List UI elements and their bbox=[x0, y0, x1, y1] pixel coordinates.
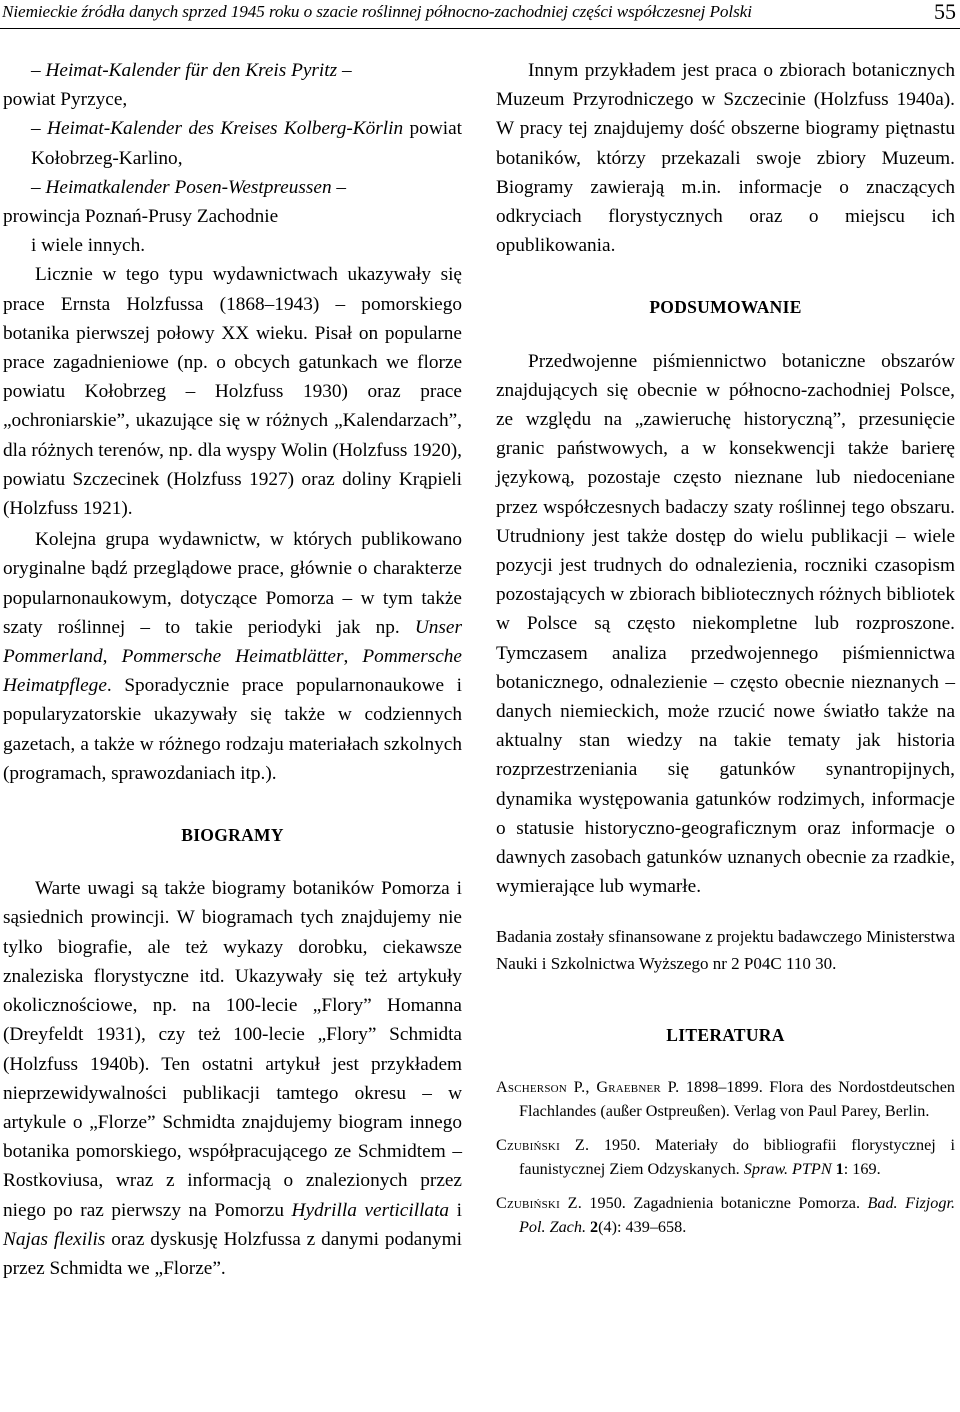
calendar-title: Heimat-Kalender des Kreises Kolberg-Körlin bbox=[47, 118, 404, 140]
calendar-title: Heimatkalender Posen-Westpreussen bbox=[45, 176, 332, 198]
reference-item: Czubiński Z. 1950. Materiały do bibliografii florystycznej i faunistycznej Ziem Odzyskanych. Spraw. PTPN 1: 169. bbox=[496, 1135, 955, 1178]
running-header bbox=[0, 0, 960, 29]
right-column bbox=[496, 56, 955, 1239]
list-item-region: powiat Kołobrzeg-Karlino, bbox=[31, 118, 463, 169]
list-item-region: prowincja Poznań-Prusy Zachodnie bbox=[3, 206, 279, 228]
list-item: – Heimat-Kalender des Kreises Kolberg-Körlin powiat Kołobrzeg-Karlino, bbox=[31, 118, 463, 169]
section-heading-literatura: LITERATURA bbox=[666, 1025, 785, 1046]
calendar-title: Heimat-Kalender für den Kreis Pyritz bbox=[45, 60, 338, 81]
paragraph: Warte uwagi są także biogramy botaników Pomorza i sąsiednich prowincji. W biogramach tych znajdujemy nie tylko biografie, ale też wykazy dorobku, ciekawsze znaleziska florystyczne itd. Ukazywały się też artykuły okolicznościowe, np. na 100-lecie „Flory” Homanna (Dreyfeldt 1931), czy też 100-lecie „Flory” Schmidta (Holzfuss 1940b). Ten ostatni artykuł jest przykładem nieprzewidywalności publikacji tamtego okresu – w artykule o „Florze” Schmidta znajdujemy biogram innego botanika pomorskiego, współpracującego ze Schmidtem – Rostkoviusa, wraz z informacją o znalezionych przez niego po raz pierwszy na Pomorzu Hydrilla verticillata i Najas flexilis oraz dyskusję Holzfussa z danymi podanymi przez Schmidta we „Florze”. bbox=[3, 878, 462, 1279]
section-heading-podsumowanie: PODSUMOWANIE bbox=[649, 297, 802, 318]
reference-item: Ascherson P., Graebner P. 1898–1899. Flora des Nordostdeutschen Flachlandes (außer Ostpreußen). Verlag von Paul Parey, Berlin. bbox=[496, 1077, 956, 1120]
paragraph: Przedwojenne piśmiennictwo botaniczne obszarów znajdujących się obecnie w północno-zachodniej Polsce, ze względu na „zawieruchę historyczną”, przesunięcie granic państwowych, a w konsekwencji także barierę językową, pozostaje często nieznane lub niedoceniane przez współczesnych badaczy szaty roślinnej tego obszaru. Utrudniony jest także dostęp do wielu publikacji – wiele pozycji jest trudnych do odnalezienia, roczniki czasopism pozostających w zbiorach bibliotecznych różnych bibliotek w Polsce są często niekompletne lub rozproszone. Tymczasem analiza przedwojennego piśmiennictwa botanicznego, odnalezienie – często obecnie nieznanych – danych niemieckich, może rzucić nowe światło także na aktualny stan wiedzy na takie tematy jak historia rozprzestrzeniania się gatunków synantropijnych, dynamika występowania gatunków rodzimych, informacje o statusie historyczno-geograficznym oraz informacje o dawnych zasobach gatunków uznanych obecnie za rzadkie, wymierające lub wymarłe. bbox=[496, 350, 955, 898]
page-number: 55 bbox=[934, 0, 956, 24]
list-item: – Heimat-Kalender für den Kreis Pyritz – bbox=[31, 60, 352, 81]
section-heading-biogramy: BIOGRAMY bbox=[181, 825, 284, 846]
paragraph: Innym przykładem jest praca o zbiorach botanicznych Muzeum Przyrodniczego w Szczecinie (Holzfuss 1940a). W pracy tej znajdujemy dość obszerne biogramy piętnastu botaników, którzy przekazali swoje zbiory Muzeum. Biogramy zawierają m.in. informacje o znaczących odkryciach florystycznych oraz o miejscu ich opublikowania. bbox=[496, 60, 955, 257]
list-end: i wiele innych. bbox=[31, 235, 146, 257]
list-item-region: powiat Pyrzyce, bbox=[3, 89, 128, 111]
reference-item: Czubiński Z. 1950. Zagadnienia botaniczne Pomorza. Bad. Fizjogr. Pol. Zach. 2(4): 439–658. bbox=[496, 1193, 955, 1236]
running-title: Niemieckie źródła danych sprzed 1945 roku o szacie roślinnej północno-zachodniej części współczesnej Polski bbox=[2, 2, 752, 21]
list-item: – Heimatkalender Posen-Westpreussen – bbox=[31, 176, 347, 198]
paragraph: Licznie w tego typu wydawnictwach ukazywały się prace Ernsta Holzfussa (1868–1943) – pomorskiego botanika pierwszej połowy XX wieku. Pisał on popularne prace zagadnieniowe (np. o obcych gatunkach we florze powiatu Kołobrzeg – Holzfuss 1930) oraz prace „ochroniarskie”, ukazujące się w różnych „Kalendarzach”, dla różnych terenów, np. dla wyspy Wolin (Holzfuss 1920), powiatu Szczecinek (Holzfuss 1927) oraz doliny Krąpieli (Holzfuss 1921). bbox=[3, 264, 462, 520]
left-column bbox=[3, 56, 462, 1283]
paragraph: Kolejna grupa wydawnictw, w których publikowano oryginalne bądź przeglądowe prace, głównie o charakterze popularnonaukowym, dotyczące Pomorza – w tym także szaty roślinnej – to takie periodyki jak np. Unser Pommerland, Pommersche Heimatblätter, Pommersche Heimatpflege. Sporadycznie prace popularnonaukowe i popularyzatorskie ukazywały się także w codziennych gazetach, a także w różnego rodzaju materiałach szkolnych (programach, sprawozdaniach itp.). bbox=[3, 529, 462, 784]
funding-note: Badania zostały sfinansowane z projektu badawczego Ministerstwa Nauki i Szkolnictwa Wyższego nr 2 P04C 110 30. bbox=[496, 927, 955, 974]
